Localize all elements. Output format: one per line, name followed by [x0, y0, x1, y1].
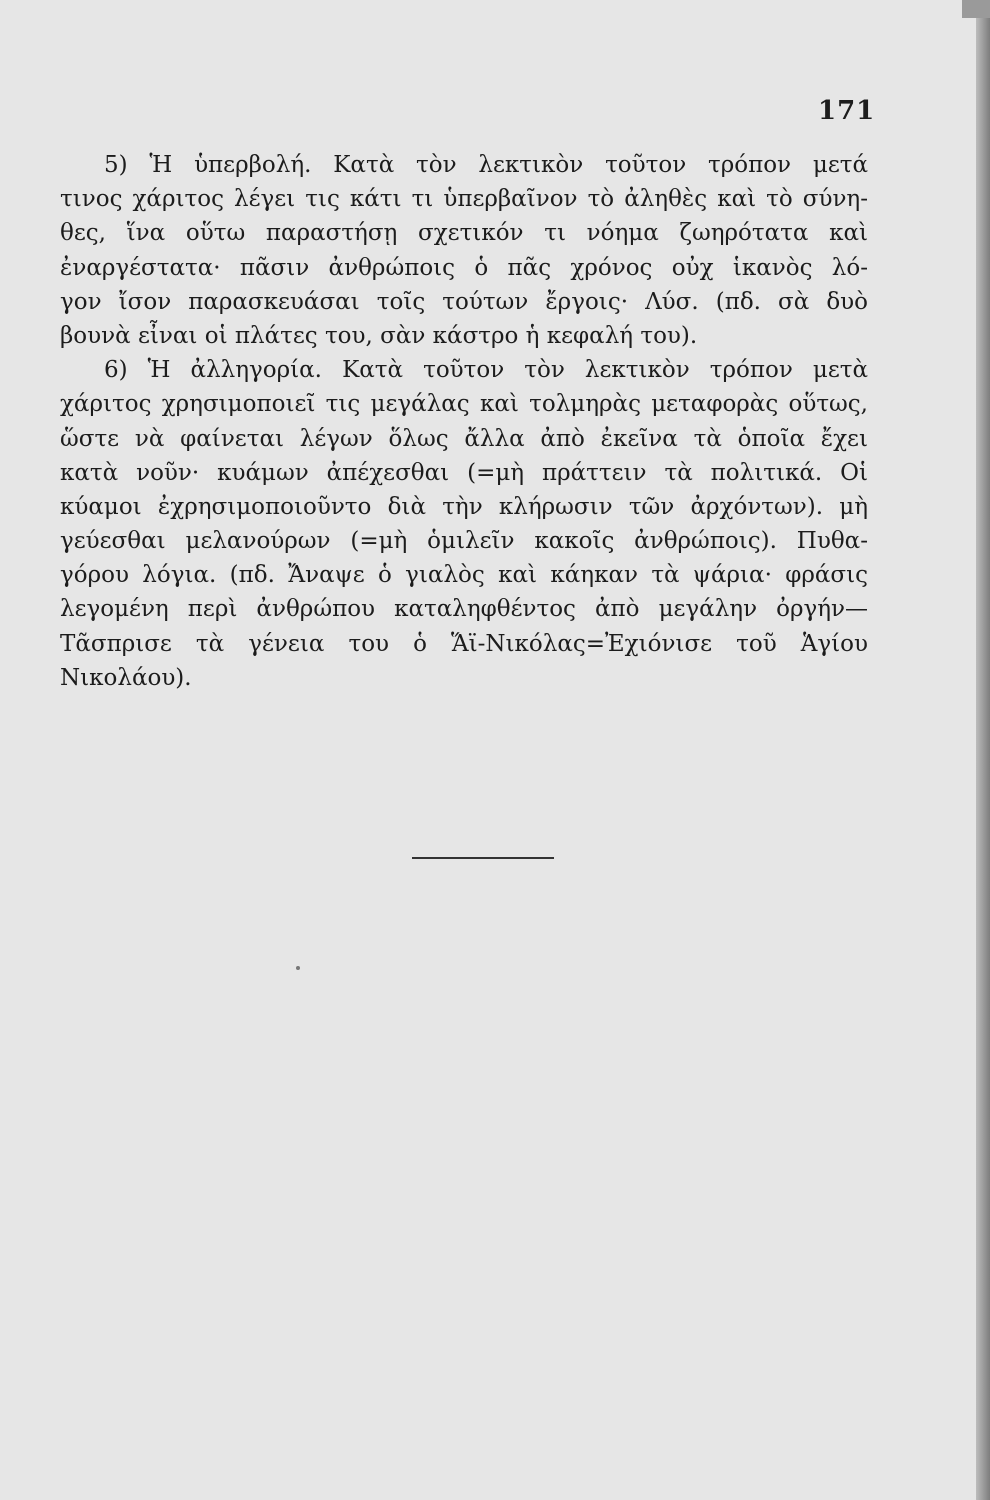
text-line: 6) Ἡ ἀλληγορία. Κατὰ τοῦτον τὸν λεκτικὸν τρόπον μετὰ: [104, 357, 868, 384]
text-line: θες, ἵνα οὕτω παραστήσῃ σχετικόν τι νόημα ζωηρότατα καὶ: [60, 220, 868, 247]
page-corner: [962, 0, 990, 18]
text-line: γον ἴσον παρασκευάσαι τοῖς τούτων ἔργοις· Λύσ. (πδ. σὰ δυὸ: [60, 288, 868, 315]
text-line: λεγομένη περὶ ἀνθρώπου καταληφθέντος ἀπὸ μεγάλην ὀργήν—: [60, 596, 868, 623]
text-line: 5) Ἡ ὑπερβολή. Κατὰ τὸν λεκτικὸν τοῦτον τρόπον μετά: [104, 152, 868, 178]
text-line: κατὰ νοῦν· κυάμων ἀπέχεσθαι (=μὴ πράττειν τὰ πολιτικά. Οἱ: [60, 459, 868, 486]
text-line: Τᾶσπρισε τὰ γένεια του ὁ Ἅϊ-Νικόλας=Ἐχιόνισε τοῦ Ἁγίου: [60, 630, 868, 657]
text-line: χάριτος χρησιμοποιεῖ τις μεγάλας καὶ τολμηρὰς μεταφορὰς οὕτως,: [60, 391, 868, 418]
text-line: τινος χάριτος λέγει τις κάτι τι ὑπερβαῖνον τὸ ἀληθὲς καὶ τὸ σύνη-: [60, 186, 868, 213]
paper-speck: [296, 966, 300, 970]
text-line: κύαμοι ἐχρησιμοποιοῦντο διὰ τὴν κλήρωσιν τῶν ἀρχόντων). μὴ: [60, 493, 868, 520]
body-text: [60, 148, 868, 695]
text-line: βουνὰ εἶναι οἱ πλάτες του, σὰν κάστρο ἡ κεφαλή του).: [60, 322, 698, 349]
text-line: ἐναργέστατα· πᾶσιν ἀνθρώποις ὁ πᾶς χρόνος οὐχ ἱκανὸς λό-: [60, 254, 868, 281]
text-line: γόρου λόγια. (πδ. Ἄναψε ὁ γιαλὸς καὶ κάηκαν τὰ ψάρια· φράσις: [60, 562, 868, 589]
text-line: ὥστε νὰ φαίνεται λέγων ὅλως ἄλλα ἀπὸ ἐκεῖνα τὰ ὁποῖα ἔχει: [60, 425, 868, 452]
page-edge-shadow: [976, 0, 990, 1500]
page-number: 171: [818, 96, 876, 126]
text-line: Νικολάου).: [60, 664, 192, 691]
section-end-rule: [412, 857, 554, 859]
text-line: γεύεσθαι μελανούρων (=μὴ ὁμιλεῖν κακοῖς ἀνθρώποις). Πυθα-: [60, 528, 868, 555]
